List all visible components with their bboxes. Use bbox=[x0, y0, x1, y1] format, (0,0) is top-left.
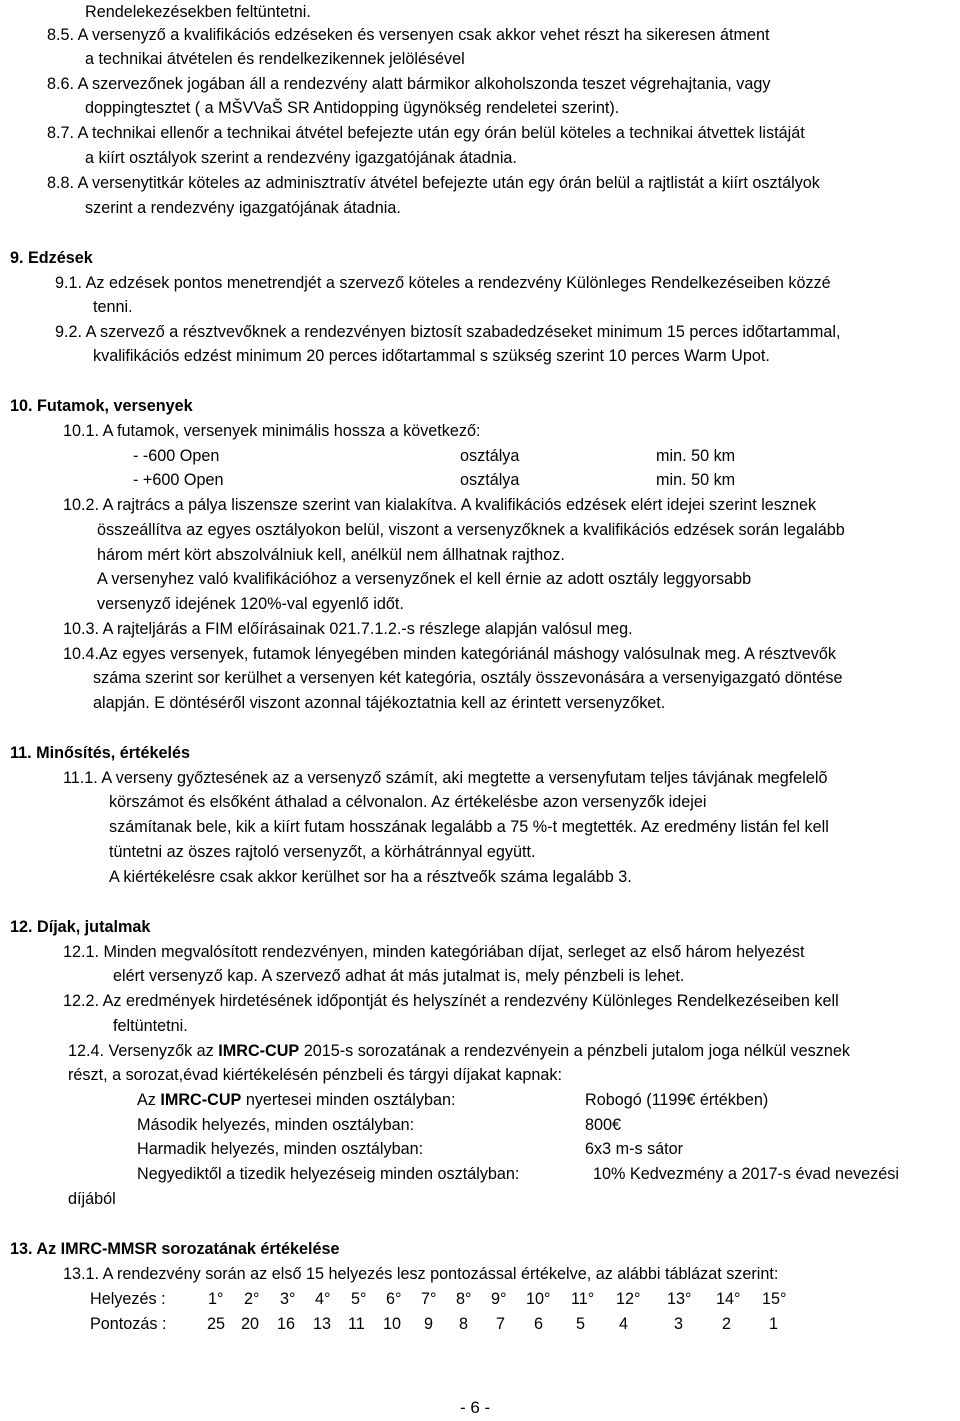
text-line: a technikai átvételen és rendelkezikennek jelölésével bbox=[85, 50, 465, 68]
text-line: 13.1. A rendezvény során az első 15 helyezés lesz pontozással értékelve, az alábbi táblázat szerint: bbox=[63, 1265, 779, 1283]
brand-text: IMRC-CUP bbox=[160, 1091, 242, 1109]
section-heading: 9. Edzések bbox=[10, 249, 93, 267]
points-cell: 10 bbox=[383, 1315, 402, 1333]
text-line: díjából bbox=[68, 1190, 116, 1208]
prize-label: Negyediktől a tizedik helyezéseig minden osztályban: bbox=[137, 1165, 520, 1183]
text-line: tüntetni az öszes rajtoló versenyzőt, a körhátránnyal együtt. bbox=[109, 843, 536, 861]
text-line: 8.7. A technikai ellenőr a technikai átvétel befejezte után egy órán belül köteles a technikai átvettek listáját bbox=[47, 124, 805, 142]
class-name: - +600 Open bbox=[133, 471, 224, 489]
text-span: 2015-s sorozatának a rendezvényein a pénzbeli jutalom joga nélkül vesznek bbox=[299, 1042, 850, 1060]
points-cell: 1 bbox=[769, 1315, 779, 1333]
points-label: Pontozás : bbox=[90, 1315, 167, 1333]
text-line: három mért kört abszolválniuk kell, anélkül nem állhatnak rajthoz. bbox=[97, 546, 565, 564]
class-label: osztálya bbox=[460, 447, 520, 465]
position-cell: 12° bbox=[616, 1290, 641, 1308]
text-line: a kiírt osztályok szerint a rendezvény igazgatójának átadnia. bbox=[85, 149, 517, 167]
prize-value: 6x3 m-s sátor bbox=[585, 1140, 684, 1158]
prize-label: Harmadik helyezés, minden osztályban: bbox=[137, 1140, 424, 1158]
text-line: 10.2. A rajtrács a pálya liszensze szerint van kialakítva. A kvalifikációs edzések elért idejei szerint lesznek bbox=[63, 496, 817, 514]
page-number: - 6 - bbox=[460, 1398, 491, 1417]
class-label: osztálya bbox=[460, 471, 520, 489]
prize-value: 800€ bbox=[585, 1116, 622, 1134]
section-heading: 12. Díjak, jutalmak bbox=[10, 918, 151, 936]
text-span: nyertesei minden osztályban: bbox=[241, 1091, 456, 1109]
text-line: tenni. bbox=[93, 298, 133, 316]
position-cell: 10° bbox=[526, 1290, 551, 1308]
position-cell: 13° bbox=[667, 1290, 692, 1308]
position-cell: 6° bbox=[386, 1290, 402, 1308]
text-line bbox=[68, 1039, 850, 1064]
text-line: elért versenyző kap. A szervező adhat át más jutalmat is, mely pénzbeli is lehet. bbox=[113, 967, 685, 985]
text-line: összeállítva az egyes osztályokon belül, viszont a versenyzőknek a kvalifikációs edzések során legalább bbox=[97, 521, 845, 539]
brand-text: IMRC-CUP bbox=[218, 1042, 300, 1060]
points-cell: 3 bbox=[674, 1315, 684, 1333]
position-cell: 14° bbox=[716, 1290, 741, 1308]
text-line: 12.2. Az eredmények hirdetésének időpontját és helyszínét a rendezvény Különleges Rendelkezéseiben kell bbox=[63, 992, 839, 1010]
text-line: versenyző idejének 120%-val egyenlő időt. bbox=[97, 595, 404, 613]
text-line: 11.1. A verseny győztesének az a versenyző számít, aki megtette a versenyfutam teljes távjának megfelelõ bbox=[63, 769, 828, 787]
points-cell: 7 bbox=[496, 1315, 506, 1333]
section-heading: 11. Minősítés, értékelés bbox=[10, 744, 190, 762]
points-cell: 11 bbox=[348, 1315, 365, 1333]
position-cell: 11° bbox=[571, 1290, 595, 1308]
position-cell: 4° bbox=[315, 1290, 331, 1308]
text-line: száma szerint sor kerülhet a versenyen két kategória, osztály összevonására a versenyigazgató döntése bbox=[93, 669, 843, 687]
min-length: min. 50 km bbox=[656, 471, 736, 489]
text-line: 9.2. A szervező a résztvevőknek a rendezvényen biztosít szabadedzéseket minimum 15 perces időtartammal, bbox=[55, 323, 841, 341]
position-cell: 7° bbox=[421, 1290, 437, 1308]
points-cell: 5 bbox=[576, 1315, 586, 1333]
position-cell: 15° bbox=[762, 1290, 787, 1308]
text-line: számítanak bele, kik a kiírt futam hosszának legalább a 75 %-t megtették. Az eredmény listán fel kell bbox=[109, 818, 829, 836]
position-cell: 2° bbox=[244, 1290, 260, 1308]
points-cell: 4 bbox=[619, 1315, 629, 1333]
points-cell: 16 bbox=[277, 1315, 296, 1333]
text-line: alapján. E döntéséről viszont azonnal tájékoztatnia kell az érintett versenyzőket. bbox=[93, 694, 666, 712]
text-line: A versenyhez való kvalifikációhoz a versenyzőnek el kell érnie az adott osztály leggyorsabb bbox=[97, 570, 752, 588]
positions-label: Helyezés : bbox=[90, 1290, 166, 1308]
points-cell: 6 bbox=[534, 1315, 544, 1333]
points-cell: 13 bbox=[313, 1315, 332, 1333]
text-line: 10.4.Az egyes versenyek, futamok lényegében minden kategóriánál máshogy valósulnak meg. A résztvevők bbox=[63, 645, 836, 663]
section-heading: 10. Futamok, versenyek bbox=[10, 397, 193, 415]
text-span: 12.4. Versenyzők az bbox=[68, 1042, 219, 1060]
prize-value: Robogó (1199€ értékben) bbox=[585, 1091, 769, 1109]
position-cell: 5° bbox=[351, 1290, 367, 1308]
points-cell: 8 bbox=[459, 1315, 469, 1333]
points-cell: 20 bbox=[241, 1315, 260, 1333]
points-cell: 25 bbox=[207, 1315, 226, 1333]
text-line: doppingtesztet ( a MŠVVaŠ SR Antidopping ügynökség rendeletei szerint). bbox=[85, 99, 620, 117]
text-line: részt, a sorozat,évad kiértékelésén pénzbeli és tárgyi díjakat kapnak: bbox=[68, 1066, 562, 1084]
text-line: kvalifikációs edzést minimum 20 perces időtartammal s szükség szerint 10 perces Warm Upot. bbox=[93, 347, 770, 365]
class-name: - -600 Open bbox=[133, 447, 220, 465]
position-cell: 1° bbox=[208, 1290, 224, 1308]
text-line: 8.8. A versenytitkár köteles az adminisztratív átvétel befejezte után egy órán belül a rajtlistát a kiírt osztályok bbox=[47, 174, 820, 192]
text-span: Az bbox=[137, 1091, 161, 1109]
text-line: 10.1. A futamok, versenyek minimális hossza a következő: bbox=[63, 422, 481, 440]
min-length: min. 50 km bbox=[656, 447, 736, 465]
text-line: feltüntetni. bbox=[113, 1017, 188, 1035]
prize-label: Második helyezés, minden osztályban: bbox=[137, 1116, 415, 1134]
position-cell: 8° bbox=[456, 1290, 472, 1308]
position-cell: 3° bbox=[280, 1290, 296, 1308]
position-cell: 9° bbox=[491, 1290, 507, 1308]
text-line: 8.5. A versenyző a kvalifikációs edzéseken és versenyen csak akkor vehet részt ha sikeresen átment bbox=[47, 26, 770, 44]
text-line: 10.3. A rajteljárás a FIM előírásainak 021.7.1.2.-s részlege alapján valósul meg. bbox=[63, 620, 633, 638]
text-line: 12.1. Minden megvalósított rendezvényen, minden kategóriában díjat, serleget az első három helyezést bbox=[63, 943, 805, 961]
text-line: 8.6. A szervezőnek jogában áll a rendezvény alatt bármikor alkoholszonda teszet végrehajtania, vagy bbox=[47, 75, 771, 93]
text-line: Rendelekezésekben feltüntetni. bbox=[85, 3, 311, 21]
text-line: 9.1. Az edzések pontos menetrendjét a szervező köteles a rendezvény Különleges Rendelkezéseiben közzé bbox=[55, 274, 831, 292]
text-line: A kiértékelésre csak akkor kerülhet sor ha a résztveők száma legalább 3. bbox=[109, 868, 632, 886]
prize-value: 10% Kedvezmény a 2017-s évad nevezési bbox=[593, 1165, 899, 1183]
prize-label bbox=[137, 1088, 455, 1113]
points-cell: 2 bbox=[722, 1315, 732, 1333]
text-line: szerint a rendezvény igazgatójának átadnia. bbox=[85, 199, 401, 217]
points-cell: 9 bbox=[424, 1315, 434, 1333]
text-line: körszámot és elsőként áthalad a célvonalon. Az értékelésbe azon versenyzők idejei bbox=[109, 793, 707, 811]
section-heading: 13. Az IMRC-MMSR sorozatának értékelése bbox=[10, 1240, 340, 1258]
